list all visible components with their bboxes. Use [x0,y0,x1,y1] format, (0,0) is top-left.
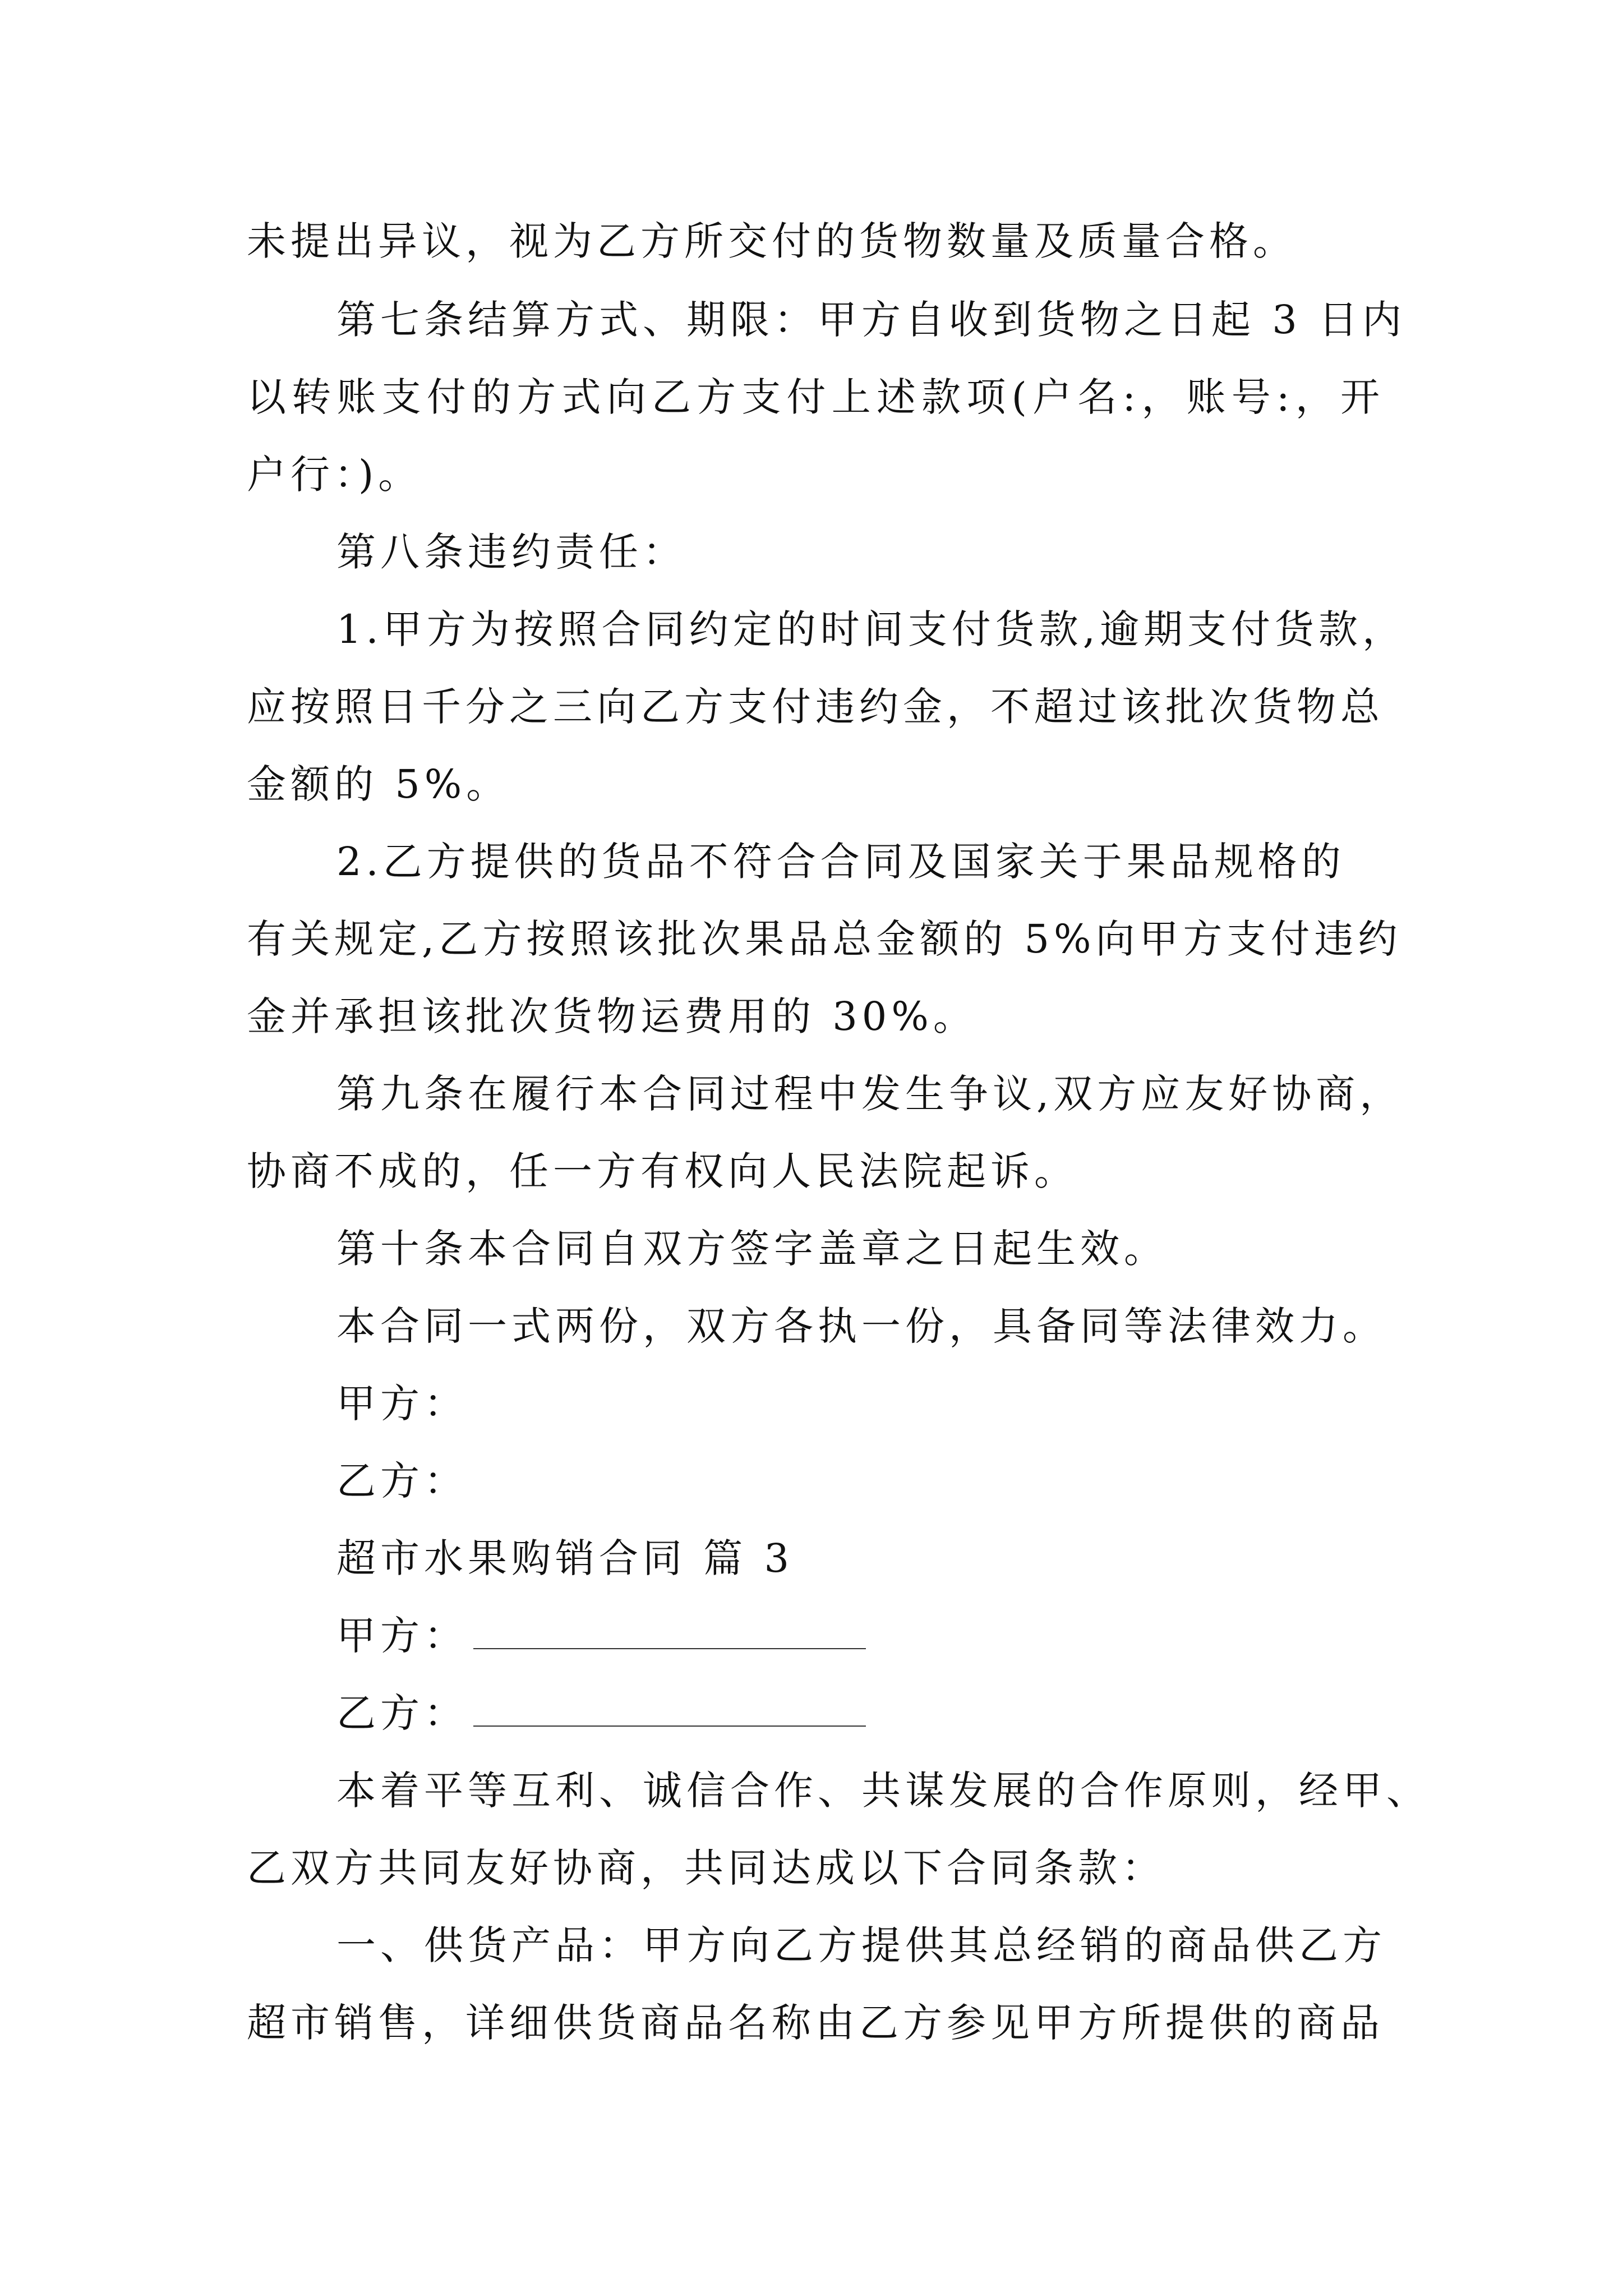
text-line: 协商不成的，任一方有权向人民法院起诉。 [247,1148,1078,1194]
text-line: 乙双方共同友好协商，共同达成以下合同条款： [247,1845,1165,1891]
text-line: 未提出异议，视为乙方所交付的货物数量及质量合格。 [247,218,1297,264]
party-b-label: 乙方： [336,1458,468,1504]
text-line: 超市销售，详细供货商品名称由乙方参见甲方所提供的商品 [247,2000,1384,2046]
article-10-heading: 第十条本合同自双方签字盖章之日起生效。 [336,1226,1168,1272]
text-line: 金额的 5%。 [247,761,510,807]
article-7-heading: 第七条结算方式、期限：甲方自收到货物之日起 3 日内 [336,297,1407,343]
party-b-label: 乙方： [336,1690,468,1736]
signature-blank [473,1686,866,1727]
party-b-field [336,1685,866,1741]
article-8-heading: 第八条违约责任： [336,529,686,575]
text-line: 本着平等互利、诚信合作、共谋发展的合作原则，经甲、 [336,1768,1430,1814]
party-a-label: 甲方： [336,1613,468,1659]
clause-line: 一、供货产品：甲方向乙方提供其总经销的商品供乙方 [336,1922,1386,1968]
party-a-label: 甲方： [336,1381,468,1427]
section-title: 超市水果购销合同 篇 3 [336,1535,794,1581]
clause-2-line: 2.乙方提供的货品不符合合同及国家关于果品规格的 [336,839,1345,885]
text-line: 以转账支付的方式向乙方支付上述款项(户名:，账号:，开 [247,374,1380,420]
signature-blank [473,1609,866,1649]
text-line: 户行：)。 [247,452,422,498]
clause-1-line: 1.甲方为按照合同约定的时间支付货款,逾期支付货款， [336,606,1407,652]
text-line: 本合同一式两份，双方各执一份，具备同等法律效力。 [336,1303,1386,1349]
article-9-heading: 第九条在履行本合同过程中发生争议,双方应友好协商， [336,1071,1404,1117]
text-line: 应按照日千分之三向乙方支付违约金，不超过该批次货物总 [247,684,1384,730]
party-a-field [336,1608,866,1664]
text-line: 有关规定,乙方按照该批次果品总金额的 5%向甲方支付违约 [247,916,1402,962]
text-line: 金并承担该批次货物运费用的 30%。 [247,993,977,1039]
